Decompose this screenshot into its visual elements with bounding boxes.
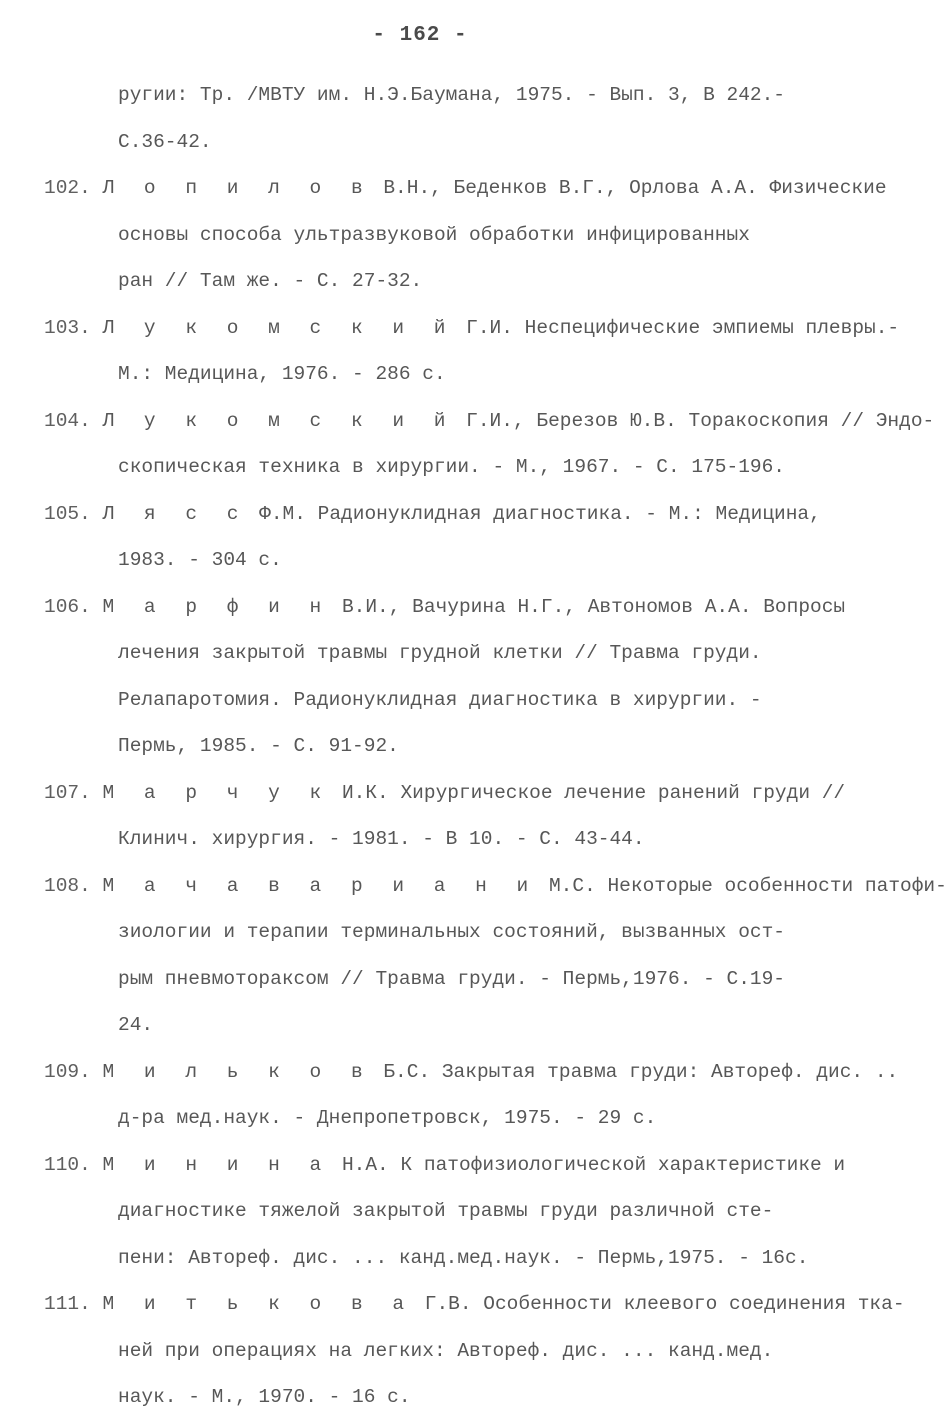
reference-number: 107.: [44, 781, 91, 804]
reference-first-line: [44, 491, 874, 538]
reference-line: лечения закрытой травмы грудной клетки // Травма груди.: [118, 642, 762, 664]
reference-author: Л у к о м с к и й: [102, 409, 455, 432]
reference-author: Л о п и л о в: [102, 177, 372, 199]
reference-first-line: [44, 1281, 905, 1328]
reference-line: 1983. - 304 с.: [118, 549, 282, 571]
reference-entry: [44, 584, 874, 770]
reference-line: Н.А. К патофизиологической характеристике и: [330, 1153, 846, 1176]
reference-first-line: [44, 584, 874, 631]
reference-line: И.К. Хирургическое лечение ранений груди //: [330, 781, 846, 804]
reference-line: основы способа ультразвуковой обработки инфицированных: [118, 223, 750, 246]
reference-entry: [44, 770, 874, 863]
reference-line: наук. - М., 1970. - 16 с.: [118, 1386, 411, 1408]
reference-first-line: [44, 863, 947, 910]
reference-number: 103.: [44, 316, 91, 339]
reference-first-line: [44, 398, 935, 445]
reference-number: 111.: [44, 1293, 91, 1315]
reference-first-line: [44, 1142, 874, 1189]
reference-line: М.: Медицина, 1976. - 286 с.: [118, 363, 446, 385]
reference-line: скопическая техника в хирургии. - М., 1967. - С. 175-196.: [118, 456, 786, 478]
reference-number: 109.: [44, 1060, 91, 1083]
reference-entry: [44, 165, 887, 305]
reference-number: 102.: [44, 177, 91, 199]
reference-line: Б.С. Закрытая травма груди: Автореф. дис. ..: [371, 1060, 899, 1083]
reference-line: Релапаротомия. Радионуклидная диагностика в хирургии. -: [118, 688, 762, 711]
reference-line: Ф.М. Радионуклидная диагностика. - М.: Медицина,: [247, 502, 821, 525]
reference-entry: [44, 398, 935, 491]
reference-line: Пермь, 1985. - С. 91-92.: [118, 735, 399, 757]
reference-line: ран // Там же. - С. 27-32.: [118, 270, 423, 292]
reference-author: М и л ь к о в: [102, 1060, 372, 1083]
reference-line: В.И., Вачурина Н.Г., Автономов А.А. Вопросы: [330, 595, 846, 618]
reference-entry: [44, 491, 874, 584]
reference-entry: [44, 1142, 874, 1282]
bibliography-list: [44, 72, 947, 1421]
reference-author: М а ч а в а р и а н и: [102, 874, 538, 897]
reference-line: 24.: [118, 1014, 154, 1036]
reference-line: Г.В. Особенности клеевого соединения тка-: [413, 1293, 905, 1315]
reference-first-line: [44, 1049, 899, 1096]
reference-line: В.Н., Беденков В.Г., Орлова А.А. Физические: [371, 177, 887, 199]
reference-entry: [44, 1281, 905, 1421]
reference-line: С.36-42.: [118, 130, 212, 153]
reference-entry: [44, 305, 900, 398]
reference-line: Г.И., Березов Ю.В. Торакоскопия // Эндо-: [454, 409, 935, 432]
reference-author: Л у к о м с к и й: [102, 316, 455, 339]
reference-number: 104.: [44, 409, 91, 432]
reference-line: Г.И. Неспецифические эмпиемы плевры.-: [454, 316, 900, 339]
reference-number: 105.: [44, 502, 91, 525]
reference-line: пени: Автореф. дис. ... канд.мед.наук. - Пермь,1975. - 16с.: [118, 1246, 809, 1269]
reference-author: М и н и н а: [102, 1153, 331, 1176]
reference-line: Клинич. хирургия. - 1981. - В 10. - С. 43-44.: [118, 828, 645, 850]
reference-line: М.С. Некоторые особенности патофи-: [537, 874, 947, 897]
reference-line: д-ра мед.наук. - Днепропетровск, 1975. - 29 с.: [118, 1107, 657, 1129]
reference-line: рым пневмотораксом // Травма груди. - Пермь,1976. - С.19-: [118, 967, 786, 990]
reference-author: М и т ь к о в а: [102, 1293, 414, 1315]
reference-line: зиологии и терапии терминальных состояний, вызванных ост-: [118, 921, 786, 943]
reference-entry: [44, 863, 947, 1049]
reference-author: М а р ч у к: [102, 781, 331, 804]
reference-author: М а р ф и н: [102, 595, 331, 618]
reference-entry: [44, 1049, 899, 1142]
reference-number: 110.: [44, 1153, 91, 1176]
reference-line: ней при операциях на легких: Автореф. дис. ... канд.мед.: [118, 1339, 774, 1362]
reference-number: 106.: [44, 595, 91, 618]
reference-line: ругии: Тр. /МВТУ им. Н.Э.Баумана, 1975. - Вып. 3, В 242.-: [118, 84, 786, 106]
reference-first-line: [44, 305, 900, 352]
page-number: - 162 -: [372, 24, 468, 47]
reference-first-line: [44, 770, 874, 817]
reference-author: Л я с с: [102, 502, 248, 525]
reference-line: диагностике тяжелой закрытой травмы груди различной сте-: [118, 1200, 774, 1222]
reference-continuation: [44, 72, 874, 165]
reference-first-line: [44, 165, 887, 212]
reference-number: 108.: [44, 874, 91, 897]
